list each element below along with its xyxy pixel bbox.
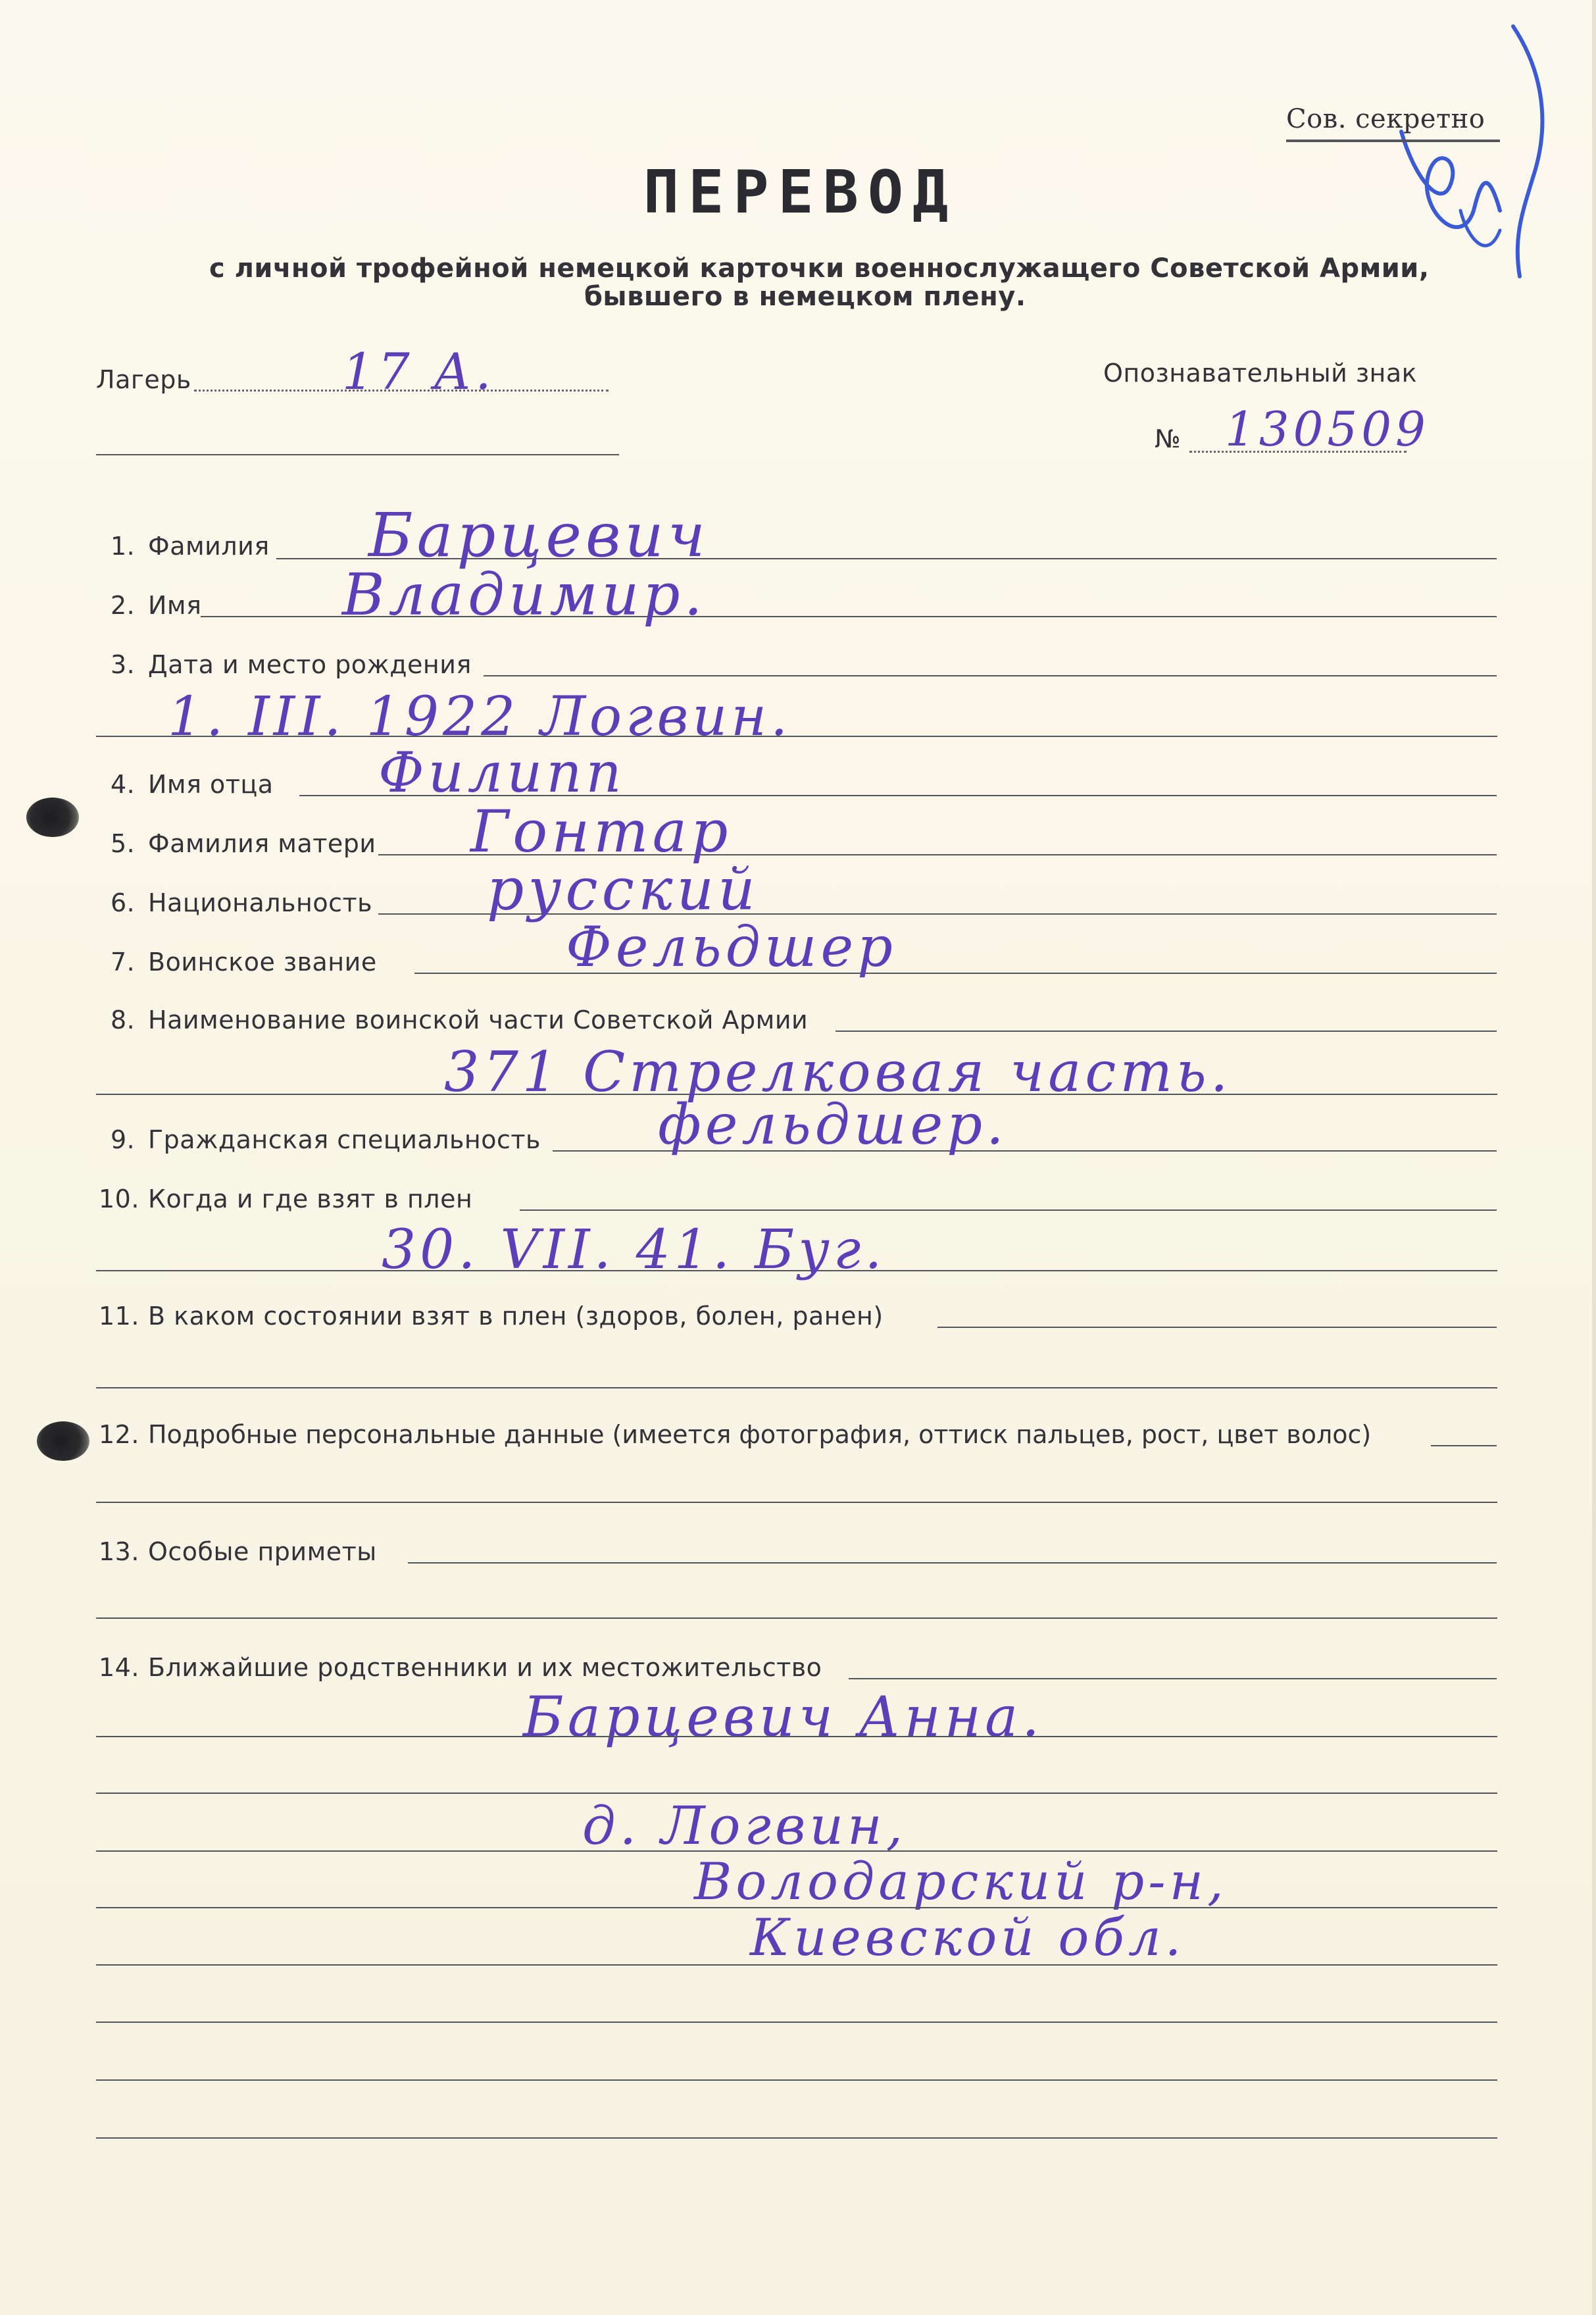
field-13-line-2 bbox=[96, 1617, 1497, 1619]
document-subtitle-line2: бывшего в немецком плену. bbox=[584, 282, 1026, 312]
field-11-number: 11. bbox=[99, 1302, 139, 1331]
field-8-line bbox=[835, 1030, 1497, 1032]
identity-tag-label: Опознавательный знак bbox=[1103, 359, 1418, 388]
field-14-line bbox=[849, 1678, 1497, 1679]
field-5-value: Гонтар bbox=[470, 798, 732, 865]
classification-underline bbox=[1286, 140, 1500, 142]
field-2-label: Имя bbox=[148, 591, 202, 620]
field-12-line-2 bbox=[96, 1502, 1497, 1503]
field-10-label: Когда и где взят в плен bbox=[148, 1184, 473, 1213]
field-1-value: Барцевич bbox=[368, 500, 710, 571]
field-8-label: Наименование воинской части Советской Армии bbox=[148, 1005, 809, 1034]
field-11-label: В каком состоянии взят в плен (здоров, болен, ранен) bbox=[148, 1302, 884, 1331]
field-7-value: Фельдшер bbox=[566, 915, 897, 979]
relatives-line-8 bbox=[96, 2137, 1497, 2139]
field-10-line bbox=[520, 1209, 1497, 1211]
document-title: ПЕРЕВОД bbox=[643, 158, 958, 227]
field-8-number: 8. bbox=[111, 1005, 136, 1034]
field-3-value: 1. III. 1922 Логвин. bbox=[168, 686, 792, 748]
camp-label: Лагерь bbox=[96, 365, 191, 394]
field-4-value: Филипп bbox=[378, 740, 626, 805]
identity-tag-value: 130509 bbox=[1225, 401, 1430, 457]
field-7-label: Воинское звание bbox=[148, 948, 377, 977]
field-3-label: Дата и место рождения bbox=[148, 650, 472, 679]
field-5-label: Фамилия матери bbox=[148, 829, 376, 858]
field-6-number: 6. bbox=[111, 888, 136, 917]
field-8-value: 371 Стрелковая часть. bbox=[444, 1040, 1232, 1104]
field-9-value: фельдшер. bbox=[658, 1092, 1008, 1157]
field-3-number: 3. bbox=[111, 650, 136, 679]
field-6-label: Национальность bbox=[148, 888, 373, 917]
field-14-number: 14. bbox=[99, 1653, 139, 1682]
field-6-value: русский bbox=[487, 855, 759, 923]
punch-hole-lower bbox=[37, 1421, 89, 1461]
field-1-label: Фамилия bbox=[148, 532, 270, 561]
relatives-line-2 bbox=[96, 1793, 1497, 1794]
relatives-region: Киевской обл. bbox=[750, 1908, 1185, 1968]
field-2-number: 2. bbox=[111, 591, 136, 620]
field-12-number: 12. bbox=[99, 1420, 139, 1449]
relatives-district: Володарский р-н, bbox=[694, 1852, 1228, 1912]
relatives-name: Барцевич Анна. bbox=[523, 1685, 1043, 1749]
field-11-line-2 bbox=[96, 1387, 1497, 1388]
field-3-line bbox=[484, 675, 1497, 676]
field-13-label: Особые приметы bbox=[148, 1537, 377, 1566]
field-4-number: 4. bbox=[111, 770, 136, 799]
camp-value: 17 А. bbox=[342, 342, 495, 401]
field-14-label: Ближайшие родственники и их местожительство bbox=[148, 1653, 822, 1682]
relatives-line-6 bbox=[96, 2022, 1497, 2023]
field-13-line bbox=[408, 1562, 1497, 1564]
field-7-number: 7. bbox=[111, 948, 136, 977]
field-2-value: Владимир. bbox=[342, 561, 707, 628]
field-12-line bbox=[1431, 1445, 1497, 1446]
field-9-label: Гражданская специальность bbox=[148, 1125, 541, 1154]
relatives-village: д. Логвин, bbox=[582, 1795, 907, 1856]
punch-hole-upper bbox=[26, 798, 79, 837]
blue-pencil-scribble bbox=[1388, 13, 1559, 290]
identity-tag-number-sign: № bbox=[1155, 424, 1182, 453]
relatives-line-5 bbox=[96, 1964, 1497, 1966]
classification-mark: Сов. секретно bbox=[1286, 104, 1485, 134]
field-5-number: 5. bbox=[111, 829, 136, 858]
field-10-number: 10. bbox=[99, 1184, 139, 1213]
field-4-label: Имя отца bbox=[148, 770, 274, 799]
field-1-number: 1. bbox=[111, 532, 136, 561]
relatives-line-7 bbox=[96, 2079, 1497, 2081]
document-subtitle-line1: с личной трофейной немецкой карточки военнослужащего Советской Армии, bbox=[209, 253, 1430, 284]
field-9-number: 9. bbox=[111, 1125, 136, 1154]
field-13-number: 13. bbox=[99, 1537, 139, 1566]
field-11-line bbox=[937, 1327, 1497, 1328]
relatives-line-1 bbox=[96, 1736, 1497, 1737]
field-12-label: Подробные персональные данные (имеется фотография, оттиск пальцев, рост, цвет волос) bbox=[148, 1420, 1372, 1449]
relatives-line-3 bbox=[96, 1850, 1497, 1852]
field-10-value: 30. VII. 41. Буг. bbox=[382, 1219, 886, 1281]
camp-second-line bbox=[96, 454, 619, 455]
